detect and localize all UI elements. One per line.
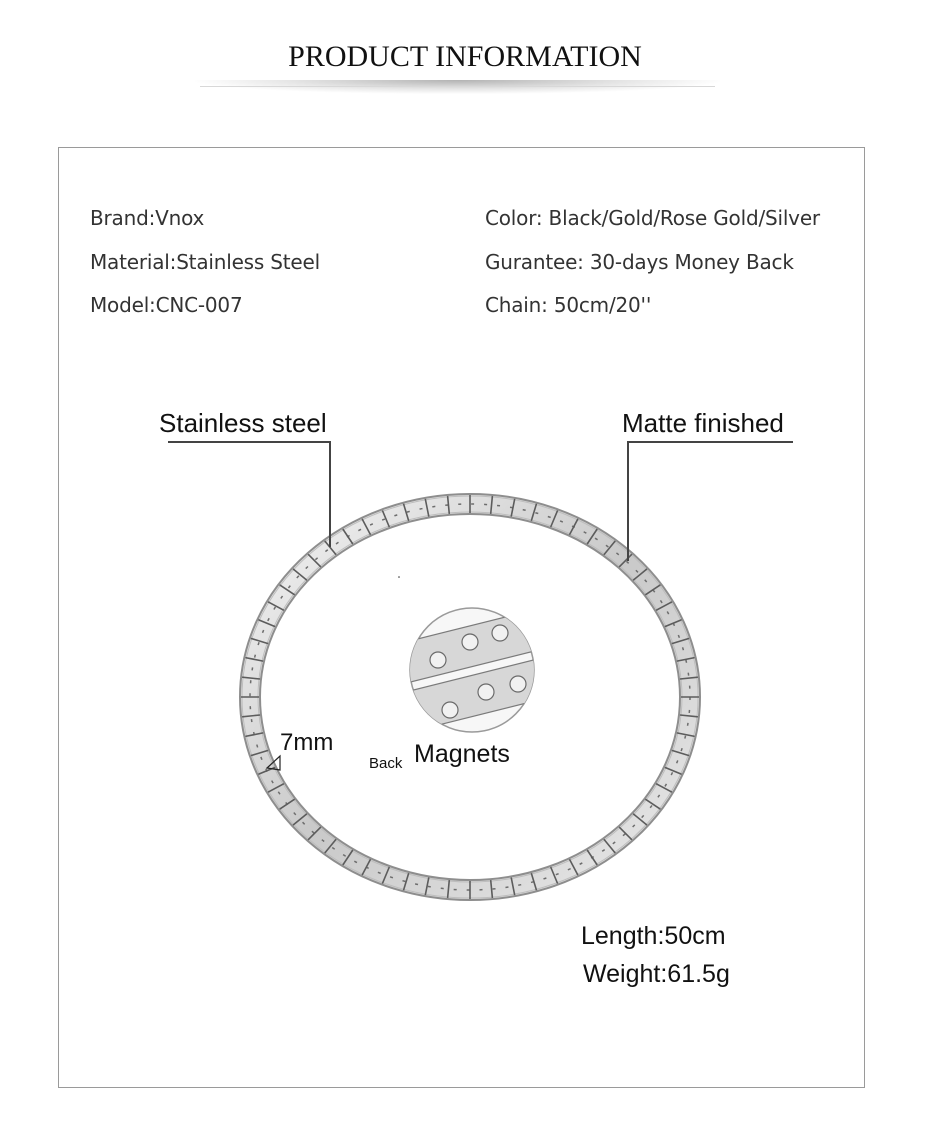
spec-material: Material:Stainless Steel bbox=[90, 250, 320, 274]
spec-chain: Chain: 50cm/20'' bbox=[485, 293, 652, 317]
measurement-length: Length:50cm bbox=[581, 922, 726, 950]
spec-model: Model:CNC-007 bbox=[90, 293, 243, 317]
callout-leader-left bbox=[329, 441, 331, 547]
callout-matte-finished: Matte finished bbox=[622, 408, 784, 438]
callout-width: 7mm bbox=[280, 729, 334, 756]
callout-leader-right bbox=[627, 441, 629, 561]
callout-underline-right bbox=[627, 441, 793, 443]
page-title: PRODUCT INFORMATION bbox=[288, 40, 642, 73]
callout-magnets: Magnets bbox=[414, 740, 510, 768]
callout-back: Back bbox=[369, 755, 403, 772]
spec-guarantee: Gurantee: 30-days Money Back bbox=[485, 250, 794, 274]
spec-color: Color: Black/Gold/Rose Gold/Silver bbox=[485, 206, 820, 230]
spec-brand: Brand:Vnox bbox=[90, 206, 205, 230]
callout-stainless-steel: Stainless steel bbox=[159, 408, 327, 438]
callout-underline-left bbox=[168, 441, 330, 443]
measurement-weight: Weight:61.5g bbox=[583, 960, 730, 988]
magnet-closeup-illustration bbox=[397, 608, 552, 733]
